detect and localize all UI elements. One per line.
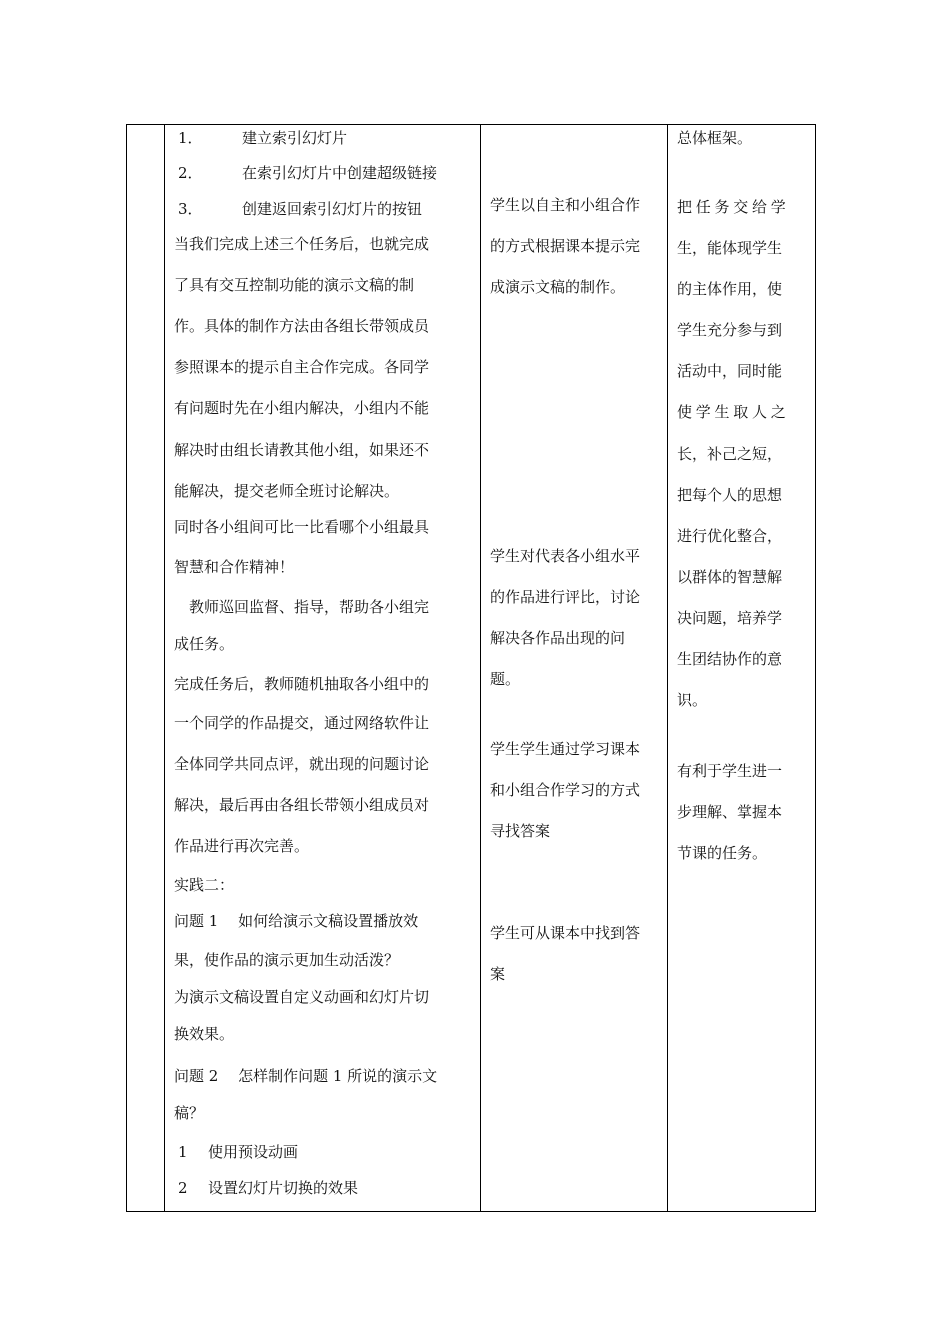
paragraph-line: 全体同学共同点评，就出现的问题讨论 (174, 755, 430, 773)
paragraph-line: 作品进行再次完善。 (174, 837, 310, 855)
sub-step-2-number: 2 (178, 1179, 188, 1197)
paragraph-line: 作。具体的制作方法由各组长带领成员 (174, 317, 430, 335)
intent-line: 决问题，培养学 (677, 609, 783, 627)
question-2: 问题 2 怎样制作问题 1 所说的演示文 (174, 1067, 438, 1085)
activity-line: 的方式根据课本提示完 (490, 237, 641, 255)
intent-line: 节课的任务。 (677, 844, 768, 862)
activity-line: 的作品进行评比，讨论 (490, 588, 641, 606)
paragraph-line: 能解决，提交老师全班讨论解决。 (174, 482, 400, 500)
answer-1-continued: 换效果。 (174, 1025, 235, 1043)
intent-line: 的主体作用，使 (677, 280, 783, 298)
step-2-number: 2． (178, 164, 203, 182)
intent-line: 有利于学生进一 (677, 762, 783, 780)
paragraph-line: 成任务。 (174, 635, 235, 653)
intent-line: 以群体的智慧解 (677, 568, 783, 586)
intent-line: 长，补己之短， (677, 445, 783, 463)
paragraph-line: 当我们完成上述三个任务后，也就完成 (174, 235, 430, 253)
activity-line: 解决各作品出现的问 (490, 629, 626, 647)
intent-line: 生团结协作的意 (677, 650, 783, 668)
column-divider-1 (164, 124, 165, 1212)
sub-step-1-number: 1 (178, 1143, 188, 1161)
answer-1: 为演示文稿设置自定义动画和幻灯片切 (174, 988, 430, 1006)
intent-line: 把每个人的思想 (677, 486, 783, 504)
activity-line: 学生学生通过学习课本 (490, 740, 641, 758)
practice-two-heading: 实践二： (174, 876, 235, 894)
table-right-border (815, 124, 816, 1212)
column-divider-3 (667, 124, 668, 1212)
activity-line: 成演示文稿的制作。 (490, 278, 626, 296)
intent-line: 生，能体现学生 (677, 239, 783, 257)
intent-line: 把任务交给学 (677, 198, 790, 216)
activity-line: 学生对代表各小组水平 (490, 547, 641, 565)
question-1-continued: 果，使作品的演示更加生动活泼？ (174, 951, 400, 969)
paragraph-line: 完成任务后，教师随机抽取各小组中的 (174, 675, 430, 693)
paragraph-line: 解决，最后再由各组长带领小组成员对 (174, 796, 430, 814)
intent-line: 总体框架。 (677, 129, 753, 147)
activity-line: 寻找答案 (490, 822, 551, 840)
question-1: 问题 1 如何给演示文稿设置播放效 (174, 912, 419, 930)
activity-line: 学生可从课本中找到答 (490, 924, 641, 942)
paragraph-line: 智慧和合作精神！ (174, 558, 295, 576)
activity-line: 学生以自主和小组合作 (490, 196, 641, 214)
intent-line: 识。 (677, 691, 708, 709)
paragraph-line: 有问题时先在小组内解决，小组内不能 (174, 399, 430, 417)
step-2-text: 在索引幻灯片中创建超级链接 (242, 164, 438, 182)
intent-line: 步理解、掌握本 (677, 803, 783, 821)
table-top-border (126, 124, 816, 125)
activity-line: 案 (490, 965, 506, 983)
table-bottom-border (126, 1211, 816, 1212)
step-1-text: 建立索引幻灯片 (242, 129, 348, 147)
paragraph-line: 一个同学的作品提交，通过网络软件让 (174, 714, 430, 732)
column-divider-2 (480, 124, 481, 1212)
sub-step-1-text: 使用预设动画 (208, 1143, 299, 1161)
intent-line: 使学生取人之 (677, 403, 790, 421)
table-left-border (126, 124, 127, 1212)
paragraph-line: 了具有交互控制功能的演示文稿的制 (174, 276, 415, 294)
paragraph-line: 参照课本的提示自主合作完成。各同学 (174, 358, 430, 376)
paragraph-line: 同时各小组间可比一比看哪个小组最具 (174, 518, 430, 536)
step-3-number: 3． (178, 200, 203, 218)
intent-line: 活动中，同时能 (677, 362, 783, 380)
step-3-text: 创建返回索引幻灯片的按钮 (242, 200, 423, 218)
step-1-number: 1． (178, 129, 203, 147)
paragraph-line: 解决时由组长请教其他小组，如果还不 (174, 441, 430, 459)
intent-line: 学生充分参与到 (677, 321, 783, 339)
paragraph-line: 教师巡回监督、指导，帮助各小组完 (189, 598, 430, 616)
activity-line: 和小组合作学习的方式 (490, 781, 641, 799)
sub-step-2-text: 设置幻灯片切换的效果 (208, 1179, 359, 1197)
question-2-continued: 稿？ (174, 1104, 205, 1122)
activity-line: 题。 (490, 670, 521, 688)
intent-line: 进行优化整合， (677, 527, 783, 545)
